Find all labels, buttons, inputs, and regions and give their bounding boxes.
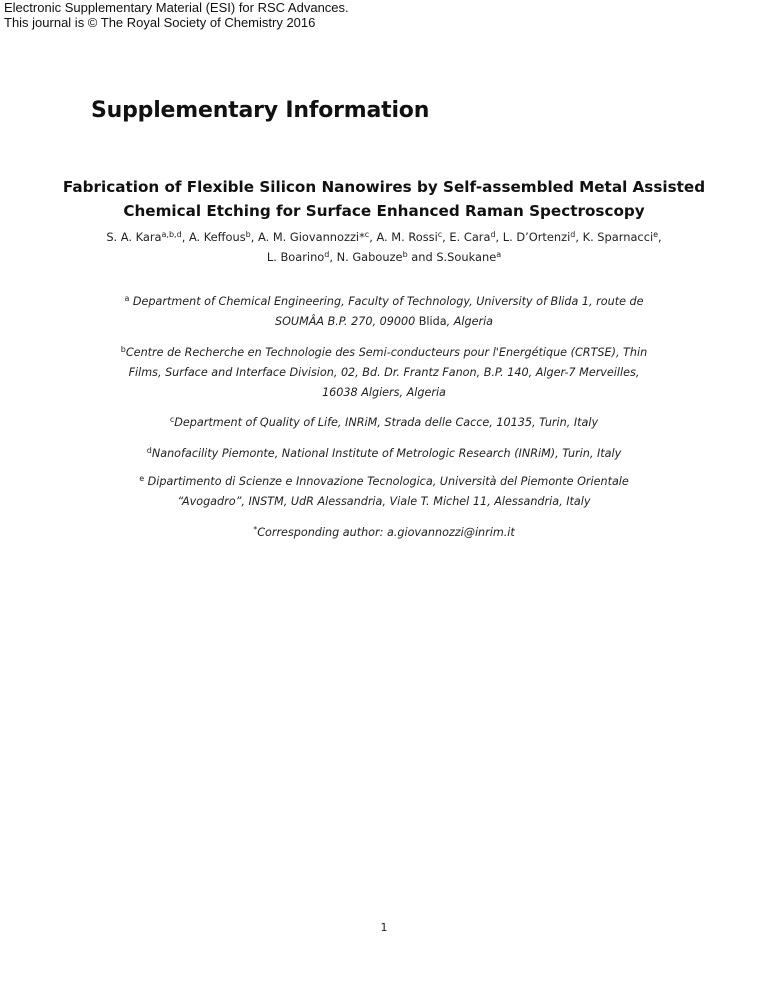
affiliation-mark: a — [124, 294, 130, 303]
affiliation-c-line1: Department of Quality of Life, INRiM, Strada delle Cacce, 10135, Turin, Italy — [174, 416, 599, 429]
paper-title-line1: Fabrication of Flexible Silicon Nanowires by Self-assembled Metal Assisted — [62, 178, 706, 196]
author: A. M. Rossi — [376, 230, 438, 244]
author: N. Gabouze — [336, 250, 403, 264]
author: K. Sparnacci — [582, 230, 654, 244]
affiliation-a-line2: SOUMÂA B.P. 270, 09000 — [274, 315, 419, 328]
affiliation-mark: d — [146, 446, 152, 455]
author-affil-mark: c — [437, 230, 443, 239]
author: A. Keffous — [188, 230, 246, 244]
author: L. D’Ortenzi — [502, 230, 571, 244]
paper-title-line2: Chemical Etching for Surface Enhanced Raman Spectroscopy — [123, 202, 645, 220]
author: L. Boarino — [266, 250, 325, 264]
corresponding-author-text: Corresponding author: a.giovannozzi@inrim.it — [257, 526, 515, 539]
author-separator: and — [407, 250, 437, 264]
author-affil-mark: e — [653, 230, 659, 239]
author-separator: , — [495, 230, 503, 244]
corresponding-mark: * — [253, 525, 258, 534]
affiliation-b-line2: Films, Surface and Interface Division, 02, Bd. Dr. Frantz Fanon, B.P. 140, Alger-7 Merveilles, — [128, 366, 640, 379]
author-separator: , — [181, 230, 189, 244]
affiliation-b — [100, 343, 668, 403]
author-affil-mark: a,b,d — [161, 230, 182, 239]
affiliation-e-line2: “Avogadro”, INSTM, UdR Alessandria, Viale T. Michel 11, Alessandria, Italy — [177, 495, 591, 508]
journal-header — [4, 0, 349, 30]
affiliation-a-country: , Algeria — [446, 315, 494, 328]
author-affil-mark: b — [402, 250, 408, 259]
affiliation-b-line3: 16038 Algiers, Algeria — [322, 386, 446, 399]
author-affil-mark: c — [364, 230, 370, 239]
author-affil-mark: b — [245, 230, 251, 239]
affiliation-mark: b — [120, 345, 126, 354]
author-affil-mark: a — [496, 250, 502, 259]
corresponding-author — [100, 523, 668, 543]
page-number: 1 — [380, 921, 388, 934]
affiliation-a — [100, 292, 668, 332]
affiliation-a-city: Blida — [418, 315, 447, 328]
author-line2 — [90, 247, 678, 267]
author-separator: , — [658, 230, 662, 244]
affiliation-d-line1: Nanofacility Piemonte, National Institute of Metrologic Research (INRiM), Turin, Italy — [151, 447, 622, 460]
author-separator: , — [369, 230, 377, 244]
affiliation-e-line1: Dipartimento di Scienze e Innovazione Tecnologica, Università del Piemonte Orientale — [144, 475, 629, 488]
supplementary-title: Supplementary Information — [91, 98, 430, 123]
author: S.Soukane — [436, 250, 497, 264]
author: A. M. Giovannozzi* — [257, 230, 365, 244]
author-list — [90, 227, 678, 267]
author: E. Cara — [449, 230, 491, 244]
author: S. A. Kara — [106, 230, 162, 244]
affiliation-a-line1: Department of Chemical Engineering, Faculty of Technology, University of Blida 1, route de — [129, 295, 644, 308]
author-affil-mark: d — [570, 230, 576, 239]
affiliation-b-line1: Centre de Recherche en Technologie des Semi-conducteurs pour l'Energétique (CRTSE), Thin — [125, 346, 648, 359]
author-line1 — [90, 227, 678, 247]
author-separator: , — [575, 230, 583, 244]
journal-header-line1: Electronic Supplementary Material (ESI) for RSC Advances. — [4, 0, 349, 15]
author-separator: , — [250, 230, 258, 244]
affiliation-mark: c — [169, 415, 175, 424]
journal-header-line2: This journal is © The Royal Society of Chemistry 2016 — [4, 15, 316, 30]
author-affil-mark: d — [324, 250, 330, 259]
author-affil-mark: d — [490, 230, 496, 239]
paper-title — [60, 175, 708, 223]
affiliation-mark: e — [139, 474, 145, 483]
author-separator: , — [442, 230, 450, 244]
affiliation-e — [100, 472, 668, 512]
affiliation-d — [100, 444, 668, 464]
affiliation-c — [100, 413, 668, 433]
author-separator: , — [329, 250, 337, 264]
